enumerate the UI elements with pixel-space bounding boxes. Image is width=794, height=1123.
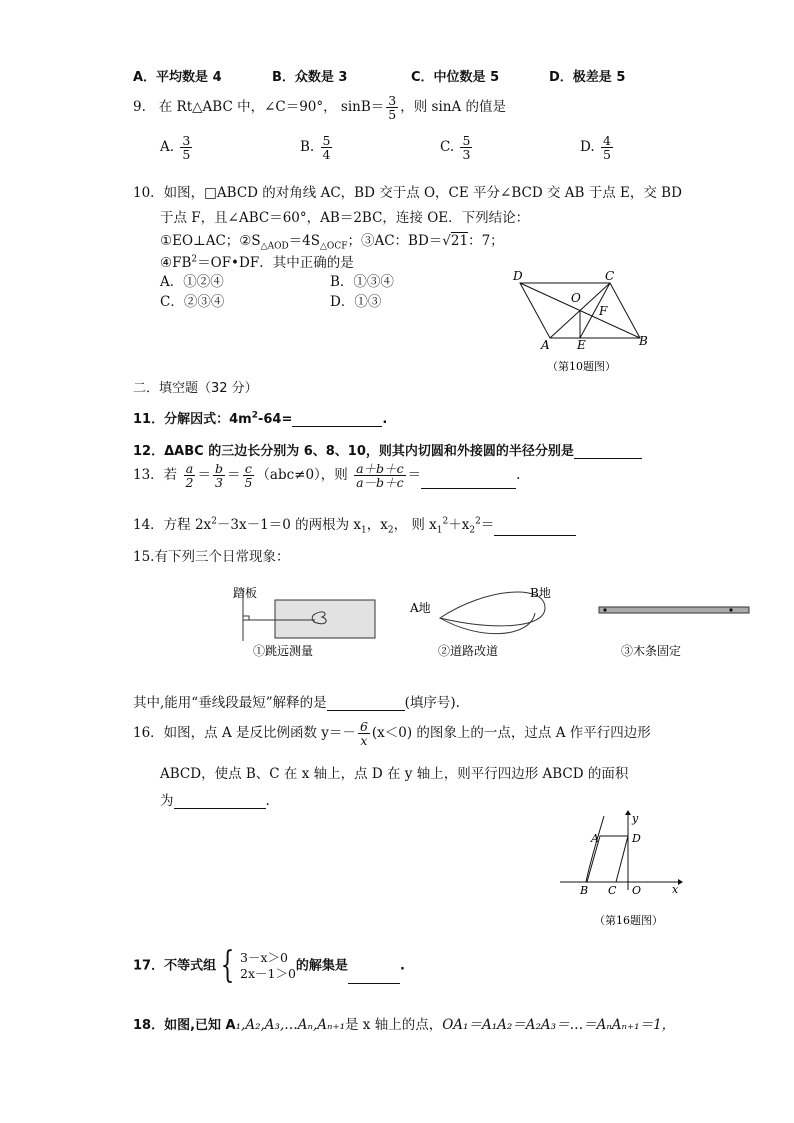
q10-line3: ①EO⊥AC；$②S_{\triangle AOD}=4S_{\triangle OCF}$；③AC：BD＝√21：7； bbox=[160, 233, 504, 252]
q9-stem-post: ，则 sinA 的值是 bbox=[400, 99, 507, 116]
q10-label-b: B bbox=[639, 334, 648, 348]
q11: 11．分解因式：$4m^2-64=$ . bbox=[133, 410, 388, 427]
q16-label-a: A bbox=[591, 832, 599, 845]
q16-line3: 为 . bbox=[160, 793, 270, 809]
q15-fig3-caption: ③木条固定 bbox=[621, 644, 682, 658]
q15-fig2-label-b: B地 bbox=[530, 586, 551, 600]
q15-fig2-label-a: A地 bbox=[410, 601, 431, 615]
q16-label-d: D bbox=[632, 832, 641, 845]
q10-line2: 于点 F，且∠ABC＝60°，AB＝2BC，连接 OE．下列结论： bbox=[160, 210, 530, 226]
q16-x-arrow bbox=[678, 879, 683, 885]
q15-fig1-label: 踏板 bbox=[233, 586, 258, 600]
q8-option-b: B．众数是 3 bbox=[272, 70, 348, 85]
q9-option-c: C. $\frac{5}{3}$ bbox=[440, 133, 471, 163]
q16-y-arrow bbox=[625, 810, 631, 815]
q10-option-d: D．①③ bbox=[330, 294, 382, 310]
q8-option-c: C．中位数是 5 bbox=[411, 70, 500, 85]
q10-figure-caption: （第10题图） bbox=[547, 360, 616, 373]
q16-label-y: y bbox=[632, 812, 639, 825]
q17-inequality-system: { 3－x＞0 2x－1＞0 bbox=[220, 945, 296, 986]
q15-answer-blank[interactable] bbox=[327, 696, 405, 711]
q16-line1: 16．如图，点 A 是反比例函数 y＝－ $\frac{6}{x}$ (x＜0) 的图象上的一点，过点 A 作平行四边形 bbox=[133, 719, 651, 749]
q10-line4: $④FB^2=OF•DF$．其中正确的是 bbox=[160, 254, 354, 271]
q10-label-a: A bbox=[541, 338, 550, 352]
q15-fig3-stick bbox=[599, 607, 749, 613]
q16-answer-blank[interactable] bbox=[174, 794, 266, 809]
section2-title: 二．填空题（32 分） bbox=[133, 381, 258, 396]
q10-line1: 10．如图，□ABCD 的对角线 AC，BD 交于点 O，CE 平分∠BCD 交 AB 于点 E，交 BD bbox=[133, 185, 682, 201]
q16-figure-caption: （第16题图） bbox=[594, 914, 663, 927]
q12: 12．ΔABC 的三边长分别为 6、8、10，则其内切圆和外接圆的半径分别是 bbox=[133, 440, 642, 459]
q11-answer-blank[interactable] bbox=[292, 412, 382, 427]
q9-number: 9. bbox=[133, 99, 146, 116]
q15-fig1-caption: ①跳远测量 bbox=[253, 644, 314, 658]
q15-fig3-nail-right bbox=[729, 608, 732, 611]
q15-fig2-new-road bbox=[440, 613, 535, 634]
q17: 17．不等式组 { 3－x＞0 2x－1＞0 的解集是 . bbox=[133, 945, 405, 986]
q16-coordinate-figure bbox=[560, 810, 685, 930]
q10-option-b: B．①③④ bbox=[330, 274, 394, 290]
q16-hyperbola bbox=[586, 816, 604, 882]
q10-label-o: O bbox=[571, 291, 581, 305]
q10-label-c: C bbox=[605, 269, 615, 283]
q9-stem-pre: 在 Rt△ABC 中，∠C＝90°， sinB＝ bbox=[158, 99, 385, 116]
q15-figures bbox=[225, 583, 755, 661]
q16-line2: ABCD，使点 B、C 在 x 轴上，点 D 在 y 轴上，则平行四边形 ABCD 的面积 bbox=[160, 766, 629, 782]
q10-parallelogram-figure bbox=[505, 265, 665, 377]
q8-option-a: A．平均数是 4 bbox=[133, 70, 222, 85]
q9-stem bbox=[133, 94, 506, 121]
q10-label-d: D bbox=[513, 269, 523, 283]
q14: 14．方程 $2x^2-3x-1=0$ 的两根为 $x_1$，$x_2$， 则 $x_1^2+x_2^2=$ bbox=[133, 513, 576, 536]
q9-option-a: A. $\frac{3}{5}$ bbox=[160, 133, 191, 163]
q9-option-d: D. $\frac{4}{5}$ bbox=[580, 133, 611, 163]
q15-fig2-caption: ②道路改道 bbox=[438, 644, 499, 658]
q9-sinb-fraction: $\frac{3}{5}$ bbox=[388, 93, 397, 123]
q17-answer-blank[interactable] bbox=[348, 969, 400, 984]
q10-label-e: E bbox=[577, 338, 586, 352]
q10-option-c: C．②③④ bbox=[160, 294, 225, 310]
q13-answer-blank[interactable] bbox=[421, 474, 516, 489]
q15-fig1-right-angle bbox=[243, 616, 249, 620]
q16-label-x: x bbox=[672, 883, 679, 896]
q14-answer-blank[interactable] bbox=[494, 521, 576, 536]
q15-answer-line: 其中,能用“垂线段最短”解释的是 (填序号). bbox=[133, 695, 460, 711]
q9-option-b: B. $\frac{5}{4}$ bbox=[300, 133, 331, 163]
q18: 18．如图,已知 A₁,A₂,A₃,…Aₙ,Aₙ₊₁是 x 轴上的点，OA₁＝A₁A₂＝A₂A₃＝…＝AₙAₙ₊₁＝1， bbox=[133, 1017, 676, 1033]
q15-fig3-nail-left bbox=[603, 608, 606, 611]
q16-label-c: C bbox=[608, 884, 617, 897]
q16-label-o: O bbox=[632, 884, 642, 897]
q15-stem: 15.有下列三个日常现象： bbox=[133, 549, 290, 565]
q13: 13．若 $\frac{a}{2}$ ＝ $\frac{b}{3}$ ＝ $\frac{c}{5}$ （abc≠0），则 $\frac{a+b+c}{a-b+c}$ ＝ . bbox=[133, 461, 521, 491]
q12-answer-blank[interactable] bbox=[574, 444, 642, 459]
q10-label-f: F bbox=[599, 304, 608, 318]
q10-option-a: A．①②④ bbox=[160, 274, 224, 290]
q8-option-d: D．极差是 5 bbox=[549, 70, 626, 85]
q16-label-b: B bbox=[580, 884, 589, 897]
